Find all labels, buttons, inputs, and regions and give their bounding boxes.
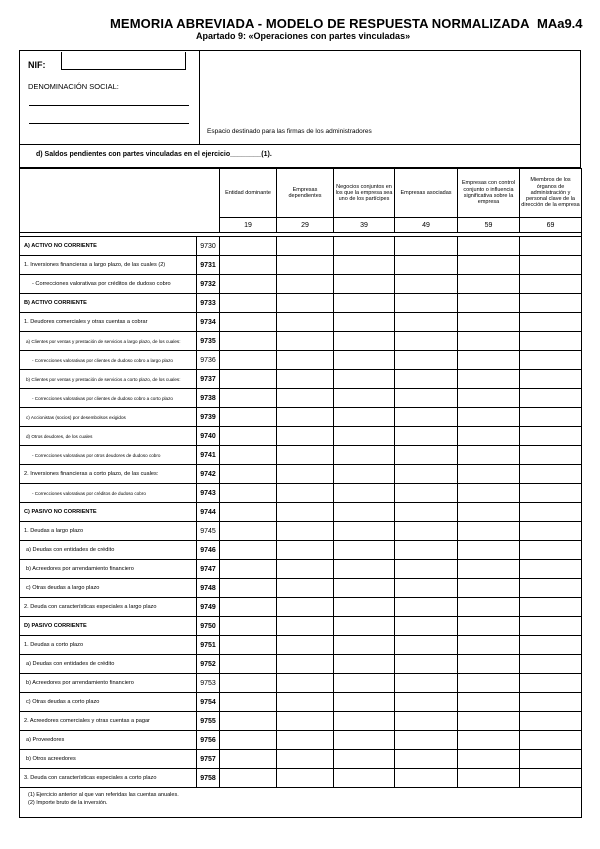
row-code: 9734: [197, 313, 220, 332]
row-label: 2. Acreedores comerciales y otras cuentas a pagar: [20, 712, 197, 731]
row-code: 9735: [197, 332, 220, 351]
value-input-cell[interactable]: [395, 769, 458, 788]
row-label: 1. Deudas a largo plazo: [20, 522, 197, 541]
row-label: 1. Deudores comerciales y otras cuentas a cobrar: [20, 313, 197, 332]
row-code: 9738: [197, 389, 220, 408]
table-row: [20, 427, 582, 446]
row-code: 9748: [197, 579, 220, 598]
value-input-cell[interactable]: [277, 294, 334, 313]
row-code: 9742: [197, 465, 220, 484]
value-input-cell[interactable]: [334, 446, 395, 465]
value-input-cell[interactable]: [277, 522, 334, 541]
row-code: 9757: [197, 750, 220, 769]
value-input-cell[interactable]: [277, 332, 334, 351]
row-label: c) Accionistas (socios) por desembolsos exigidos: [20, 408, 197, 427]
value-input-cell[interactable]: [277, 769, 334, 788]
value-input-cell[interactable]: [458, 408, 520, 427]
value-input-cell[interactable]: [334, 769, 395, 788]
row-code: 9739: [197, 408, 220, 427]
value-input-cell[interactable]: [458, 769, 520, 788]
value-input-cell[interactable]: [220, 484, 277, 503]
column-code: 19: [220, 218, 277, 233]
column-code: 39: [334, 218, 395, 233]
table-row: [20, 351, 582, 370]
value-input-cell[interactable]: [277, 465, 334, 484]
value-input-cell[interactable]: [458, 503, 520, 522]
table-row: [20, 541, 582, 560]
value-input-cell[interactable]: [458, 465, 520, 484]
value-input-cell[interactable]: [277, 541, 334, 560]
value-input-cell[interactable]: [520, 522, 582, 541]
value-input-cell[interactable]: [334, 389, 395, 408]
value-input-cell[interactable]: [520, 237, 582, 256]
value-input-cell[interactable]: [334, 332, 395, 351]
value-input-cell[interactable]: [334, 370, 395, 389]
value-input-cell[interactable]: [220, 256, 277, 275]
value-input-cell[interactable]: [520, 598, 582, 617]
section-heading: d) Saldos pendientes con partes vinculadas en el ejercicio________(1).: [36, 151, 272, 158]
value-input-cell[interactable]: [395, 655, 458, 674]
value-input-cell[interactable]: [458, 427, 520, 446]
value-input-cell[interactable]: [334, 237, 395, 256]
value-input-cell[interactable]: [458, 617, 520, 636]
value-input-cell[interactable]: [220, 408, 277, 427]
value-input-cell[interactable]: [520, 294, 582, 313]
value-input-cell[interactable]: [458, 693, 520, 712]
value-input-cell[interactable]: [520, 370, 582, 389]
value-input-cell[interactable]: [395, 237, 458, 256]
value-input-cell[interactable]: [277, 446, 334, 465]
table-row: [20, 769, 582, 788]
value-input-cell[interactable]: [277, 256, 334, 275]
value-input-cell[interactable]: [458, 275, 520, 294]
row-label: b) Acreedores por arrendamiento financiero: [20, 674, 197, 693]
value-input-cell[interactable]: [395, 598, 458, 617]
row-label: b) Clientes por ventas y prestación de servicios a corto plazo, de los cuales:: [20, 370, 197, 389]
value-input-cell[interactable]: [334, 598, 395, 617]
row-label: a) Deudas con entidades de crédito: [20, 541, 197, 560]
value-input-cell[interactable]: [334, 712, 395, 731]
value-input-cell[interactable]: [520, 503, 582, 522]
value-input-cell[interactable]: [277, 636, 334, 655]
table-row: [20, 275, 582, 294]
row-label: b) Otros acreedores: [20, 750, 197, 769]
value-input-cell[interactable]: [334, 750, 395, 769]
value-input-cell[interactable]: [220, 598, 277, 617]
value-input-cell[interactable]: [458, 256, 520, 275]
value-input-cell[interactable]: [395, 693, 458, 712]
table-row: [20, 712, 582, 731]
row-code: 9754: [197, 693, 220, 712]
row-label: D) PASIVO CORRIENTE: [20, 617, 197, 636]
value-input-cell[interactable]: [220, 693, 277, 712]
value-input-cell[interactable]: [277, 237, 334, 256]
row-code: 9746: [197, 541, 220, 560]
form-subtitle: Apartado 9: «Operaciones con partes vinculadas»: [196, 31, 411, 41]
table-row: [20, 617, 582, 636]
value-input-cell[interactable]: [520, 408, 582, 427]
row-label: 2. Inversiones financieras a corto plazo, de las cuales:: [20, 465, 197, 484]
value-input-cell[interactable]: [334, 294, 395, 313]
column-code: 59: [458, 218, 520, 233]
value-input-cell[interactable]: [458, 579, 520, 598]
value-input-cell[interactable]: [334, 351, 395, 370]
value-input-cell[interactable]: [458, 541, 520, 560]
value-input-cell[interactable]: [458, 731, 520, 750]
row-label: - Correcciones valorativas por créditos de dudoso cobro: [20, 275, 197, 294]
value-input-cell[interactable]: [277, 674, 334, 693]
value-input-cell[interactable]: [220, 731, 277, 750]
table-row: [20, 484, 582, 503]
table-row: [20, 750, 582, 769]
table-row: [20, 256, 582, 275]
value-input-cell[interactable]: [277, 503, 334, 522]
value-input-cell[interactable]: [520, 275, 582, 294]
footnote: (1) Ejercicio anterior al que van referidas las cuentas anuales.: [28, 792, 179, 798]
value-input-cell[interactable]: [220, 522, 277, 541]
divider: [199, 51, 200, 144]
column-code: 69: [520, 218, 582, 233]
value-input-cell[interactable]: [520, 313, 582, 332]
value-input-cell[interactable]: [520, 427, 582, 446]
value-input-cell[interactable]: [520, 769, 582, 788]
value-input-cell[interactable]: [520, 674, 582, 693]
value-input-cell[interactable]: [520, 351, 582, 370]
value-input-cell[interactable]: [395, 465, 458, 484]
value-input-cell[interactable]: [334, 408, 395, 427]
value-input-cell[interactable]: [334, 560, 395, 579]
value-input-cell[interactable]: [220, 769, 277, 788]
row-label: - Correcciones valorativas por clientes de dudoso cobro a corto plazo: [20, 389, 197, 408]
value-input-cell[interactable]: [458, 484, 520, 503]
row-label: a) Deudas con entidades de crédito: [20, 655, 197, 674]
row-code: 9756: [197, 731, 220, 750]
value-input-cell[interactable]: [277, 598, 334, 617]
value-input-cell[interactable]: [395, 484, 458, 503]
value-input-cell[interactable]: [395, 351, 458, 370]
value-input-cell[interactable]: [220, 351, 277, 370]
nif-field[interactable]: [61, 52, 186, 70]
value-input-cell[interactable]: [395, 427, 458, 446]
value-input-cell[interactable]: [277, 617, 334, 636]
value-input-cell[interactable]: [395, 332, 458, 351]
row-code: 9732: [197, 275, 220, 294]
value-input-cell[interactable]: [395, 313, 458, 332]
denominacion-field-line-2[interactable]: [29, 123, 189, 124]
column-header: Empresas asociadas: [395, 169, 458, 218]
column-header: Empresas con control conjunto o influencia significativa sobre la empresa: [458, 169, 520, 218]
balances-table: [19, 168, 582, 818]
row-label: 3. Deuda con características especiales a corto plazo: [20, 769, 197, 788]
value-input-cell[interactable]: [334, 503, 395, 522]
value-input-cell[interactable]: [395, 750, 458, 769]
column-code: 49: [395, 218, 458, 233]
row-label: C) PASIVO NO CORRIENTE: [20, 503, 197, 522]
value-input-cell[interactable]: [334, 484, 395, 503]
value-input-cell[interactable]: [395, 712, 458, 731]
value-input-cell[interactable]: [220, 465, 277, 484]
value-input-cell[interactable]: [277, 655, 334, 674]
row-code: 9747: [197, 560, 220, 579]
table-row: [20, 237, 582, 256]
value-input-cell[interactable]: [220, 560, 277, 579]
value-input-cell[interactable]: [334, 275, 395, 294]
row-label: a) Clientes por ventas y prestación de servicios a largo plazo, de los cuales:: [20, 332, 197, 351]
row-code: 9743: [197, 484, 220, 503]
value-input-cell[interactable]: [395, 674, 458, 693]
row-code: 9731: [197, 256, 220, 275]
value-input-cell[interactable]: [334, 465, 395, 484]
value-input-cell[interactable]: [458, 313, 520, 332]
footnotes-row: [20, 788, 582, 818]
row-label: b) Acreedores por arrendamiento financiero: [20, 560, 197, 579]
value-input-cell[interactable]: [220, 617, 277, 636]
value-input-cell[interactable]: [395, 522, 458, 541]
value-input-cell[interactable]: [520, 693, 582, 712]
row-label: - Correcciones valorativas por clientes de dudoso cobro a largo plazo: [20, 351, 197, 370]
denominacion-field-line-1[interactable]: [29, 105, 189, 106]
value-input-cell[interactable]: [458, 598, 520, 617]
value-input-cell[interactable]: [395, 408, 458, 427]
value-input-cell[interactable]: [277, 712, 334, 731]
value-input-cell[interactable]: [334, 579, 395, 598]
blank-corner-cell: [20, 169, 220, 233]
value-input-cell[interactable]: [520, 465, 582, 484]
value-input-cell[interactable]: [334, 617, 395, 636]
value-input-cell[interactable]: [395, 446, 458, 465]
value-input-cell[interactable]: [520, 655, 582, 674]
table-row: [20, 389, 582, 408]
value-input-cell[interactable]: [520, 617, 582, 636]
value-input-cell[interactable]: [277, 731, 334, 750]
value-input-cell[interactable]: [520, 712, 582, 731]
value-input-cell[interactable]: [277, 484, 334, 503]
row-code: 9758: [197, 769, 220, 788]
table-row: [20, 465, 582, 484]
table-row: [20, 522, 582, 541]
signatures-label: Espacio destinado para las firmas de los administradores: [207, 128, 372, 135]
value-input-cell[interactable]: [520, 731, 582, 750]
value-input-cell[interactable]: [458, 332, 520, 351]
value-input-cell[interactable]: [334, 313, 395, 332]
value-input-cell[interactable]: [220, 503, 277, 522]
value-input-cell[interactable]: [395, 389, 458, 408]
value-input-cell[interactable]: [395, 579, 458, 598]
row-label: 1. Inversiones financieras a largo plazo, de las cuales (2): [20, 256, 197, 275]
value-input-cell[interactable]: [220, 541, 277, 560]
table-row: [20, 294, 582, 313]
value-input-cell[interactable]: [458, 750, 520, 769]
row-label: - Correcciones valorativas por otros deudores de dudoso cobro: [20, 446, 197, 465]
row-code: 9730: [197, 237, 220, 256]
column-header: Empresas dependientes: [277, 169, 334, 218]
table-row: [20, 579, 582, 598]
value-input-cell[interactable]: [277, 560, 334, 579]
table-row: [20, 655, 582, 674]
row-label: d) Otros deudores, de los cuales: [20, 427, 197, 446]
value-input-cell[interactable]: [458, 237, 520, 256]
table-row: [20, 332, 582, 351]
value-input-cell[interactable]: [395, 256, 458, 275]
footnotes: [20, 788, 582, 818]
value-input-cell[interactable]: [520, 484, 582, 503]
value-input-cell[interactable]: [395, 560, 458, 579]
value-input-cell[interactable]: [277, 389, 334, 408]
row-code: 9745: [197, 522, 220, 541]
table-row: [20, 446, 582, 465]
table-row: [20, 674, 582, 693]
value-input-cell[interactable]: [520, 560, 582, 579]
table-row: [20, 693, 582, 712]
form-code: MAa9.4: [537, 16, 583, 31]
row-code: 9744: [197, 503, 220, 522]
value-input-cell[interactable]: [334, 522, 395, 541]
value-input-cell[interactable]: [458, 712, 520, 731]
value-input-cell[interactable]: [458, 636, 520, 655]
row-code: 9752: [197, 655, 220, 674]
value-input-cell[interactable]: [277, 579, 334, 598]
row-code: 9741: [197, 446, 220, 465]
table-row: [20, 313, 582, 332]
row-code: 9749: [197, 598, 220, 617]
row-label: 2. Deuda con características especiales a largo plazo: [20, 598, 197, 617]
value-input-cell[interactable]: [395, 617, 458, 636]
value-input-cell[interactable]: [220, 370, 277, 389]
table-row: [20, 560, 582, 579]
value-input-cell[interactable]: [458, 560, 520, 579]
table-row: [20, 731, 582, 750]
value-input-cell[interactable]: [334, 731, 395, 750]
nif-label: NIF:: [28, 60, 46, 70]
value-input-cell[interactable]: [277, 693, 334, 712]
table-row: [20, 503, 582, 522]
value-input-cell[interactable]: [334, 541, 395, 560]
row-label: c) Otras deudas a largo plazo: [20, 579, 197, 598]
value-input-cell[interactable]: [220, 655, 277, 674]
row-code: 9733: [197, 294, 220, 313]
value-input-cell[interactable]: [334, 427, 395, 446]
value-input-cell[interactable]: [395, 370, 458, 389]
row-label: A) ACTIVO NO CORRIENTE: [20, 237, 197, 256]
value-input-cell[interactable]: [334, 674, 395, 693]
table-row: [20, 636, 582, 655]
form-title: MEMORIA ABREVIADA - MODELO DE RESPUESTA NORMALIZADA: [110, 16, 530, 31]
value-input-cell[interactable]: [520, 541, 582, 560]
value-input-cell[interactable]: [458, 655, 520, 674]
value-input-cell[interactable]: [395, 541, 458, 560]
value-input-cell[interactable]: [220, 712, 277, 731]
value-input-cell[interactable]: [220, 579, 277, 598]
table-row: [20, 598, 582, 617]
value-input-cell[interactable]: [277, 351, 334, 370]
row-code: 9755: [197, 712, 220, 731]
value-input-cell[interactable]: [458, 522, 520, 541]
value-input-cell[interactable]: [520, 256, 582, 275]
value-input-cell[interactable]: [458, 351, 520, 370]
value-input-cell[interactable]: [520, 750, 582, 769]
row-code: 9753: [197, 674, 220, 693]
value-input-cell[interactable]: [395, 503, 458, 522]
column-code: 29: [277, 218, 334, 233]
table-row: [20, 408, 582, 427]
footnote: (2) Importe bruto de la inversión.: [28, 799, 108, 806]
row-label: a) Proveedores: [20, 731, 197, 750]
value-input-cell[interactable]: [520, 636, 582, 655]
row-code: 9740: [197, 427, 220, 446]
column-header-row: [20, 169, 582, 218]
value-input-cell[interactable]: [395, 636, 458, 655]
value-input-cell[interactable]: [395, 294, 458, 313]
value-input-cell[interactable]: [277, 427, 334, 446]
value-input-cell[interactable]: [395, 731, 458, 750]
value-input-cell[interactable]: [220, 674, 277, 693]
value-input-cell[interactable]: [520, 389, 582, 408]
value-input-cell[interactable]: [458, 446, 520, 465]
value-input-cell[interactable]: [220, 389, 277, 408]
section-heading-box: [19, 145, 581, 168]
value-input-cell[interactable]: [220, 750, 277, 769]
table-row: [20, 370, 582, 389]
value-input-cell[interactable]: [220, 446, 277, 465]
value-input-cell[interactable]: [334, 256, 395, 275]
value-input-cell[interactable]: [220, 237, 277, 256]
row-code: 9750: [197, 617, 220, 636]
value-input-cell[interactable]: [277, 408, 334, 427]
value-input-cell[interactable]: [220, 313, 277, 332]
value-input-cell[interactable]: [277, 750, 334, 769]
value-input-cell[interactable]: [520, 446, 582, 465]
row-code: 9751: [197, 636, 220, 655]
value-input-cell[interactable]: [334, 693, 395, 712]
value-input-cell[interactable]: [220, 636, 277, 655]
value-input-cell[interactable]: [220, 427, 277, 446]
value-input-cell[interactable]: [458, 674, 520, 693]
value-input-cell[interactable]: [220, 294, 277, 313]
row-label: 1. Deudas a corto plazo: [20, 636, 197, 655]
value-input-cell[interactable]: [458, 294, 520, 313]
value-input-cell[interactable]: [395, 275, 458, 294]
column-header: Miembros de los órganos de administración y personal clave de la dirección de la empresa: [520, 169, 582, 218]
value-input-cell[interactable]: [458, 370, 520, 389]
value-input-cell[interactable]: [520, 579, 582, 598]
value-input-cell[interactable]: [277, 275, 334, 294]
value-input-cell[interactable]: [220, 275, 277, 294]
value-input-cell[interactable]: [277, 370, 334, 389]
row-label: c) Otras deudas a corto plazo: [20, 693, 197, 712]
row-code: 9736: [197, 351, 220, 370]
value-input-cell[interactable]: [220, 332, 277, 351]
row-label: - Correcciones valorativas por créditos de dudoso cobro: [20, 484, 197, 503]
denominacion-label: DENOMINACIÓN SOCIAL:: [28, 82, 119, 91]
value-input-cell[interactable]: [334, 655, 395, 674]
value-input-cell[interactable]: [520, 332, 582, 351]
row-code: 9737: [197, 370, 220, 389]
column-header: Negocios conjuntos en los que la empresa sea uno de los partícipes: [334, 169, 395, 218]
row-label: B) ACTIVO CORRIENTE: [20, 294, 197, 313]
value-input-cell[interactable]: [277, 313, 334, 332]
identification-box: [19, 50, 581, 145]
value-input-cell[interactable]: [458, 389, 520, 408]
value-input-cell[interactable]: [334, 636, 395, 655]
column-header: Entidad dominante: [220, 169, 277, 218]
